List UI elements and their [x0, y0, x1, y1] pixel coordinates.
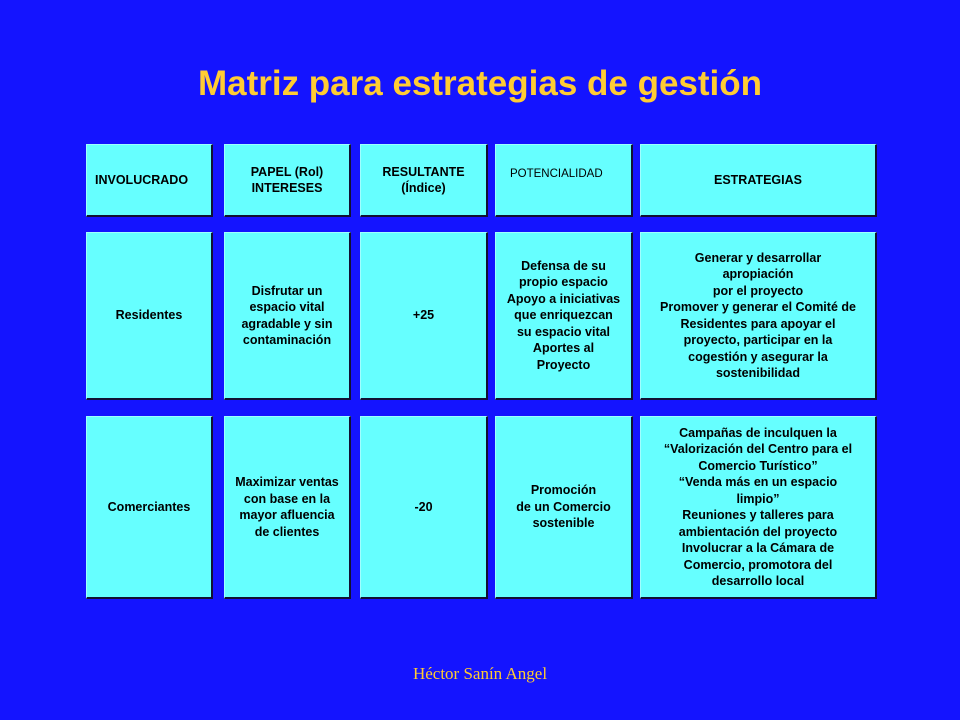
cell-potencialidad-comerciantes: Promoción de un Comercio sostenible: [495, 416, 633, 599]
header-estrategias: ESTRATEGIAS: [640, 144, 877, 217]
cell-estrategias-comerciantes: Campañas de inculquen la “Valorización del Centro para el Comercio Turístico” “Venda más en un espacio limpio” Reuniones y talleres para ambientación del proyecto Involucrar a la Cámara de Comercio, promotora del desarrollo local: [640, 416, 877, 599]
slide-footer-author: Héctor Sanín Angel: [412, 664, 548, 683]
header-involucrado: INVOLUCRADO: [86, 144, 213, 217]
cell-resultante-residentes: +25: [360, 232, 488, 400]
header-papel: PAPEL (Rol) INTERESES: [224, 144, 351, 217]
cell-potencialidad-residentes: Defensa de su propio espacio Apoyo a iniciativas que enriquezcan su espacio vital Aportes al Proyecto: [495, 232, 633, 400]
slide-title: Matriz para estrategias de gestión: [197, 64, 763, 103]
header-resultante: RESULTANTE (Índice): [360, 144, 488, 217]
cell-estrategias-residentes: Generar y desarrollar apropiación por el proyecto Promover y generar el Comité de Residentes para apoyar el proyecto, participar en la cogestión y asegurar la sostenibilidad: [640, 232, 877, 400]
cell-resultante-comerciantes: -20: [360, 416, 488, 599]
cell-involucrado-residentes: Residentes: [86, 232, 213, 400]
cell-papel-comerciantes: Maximizar ventas con base en la mayor afluencia de clientes: [224, 416, 351, 599]
cell-papel-residentes: Disfrutar un espacio vital agradable y sin contaminación: [224, 232, 351, 400]
cell-involucrado-comerciantes: Comerciantes: [86, 416, 213, 599]
header-potencialidad: POTENCIALIDAD: [495, 144, 633, 217]
